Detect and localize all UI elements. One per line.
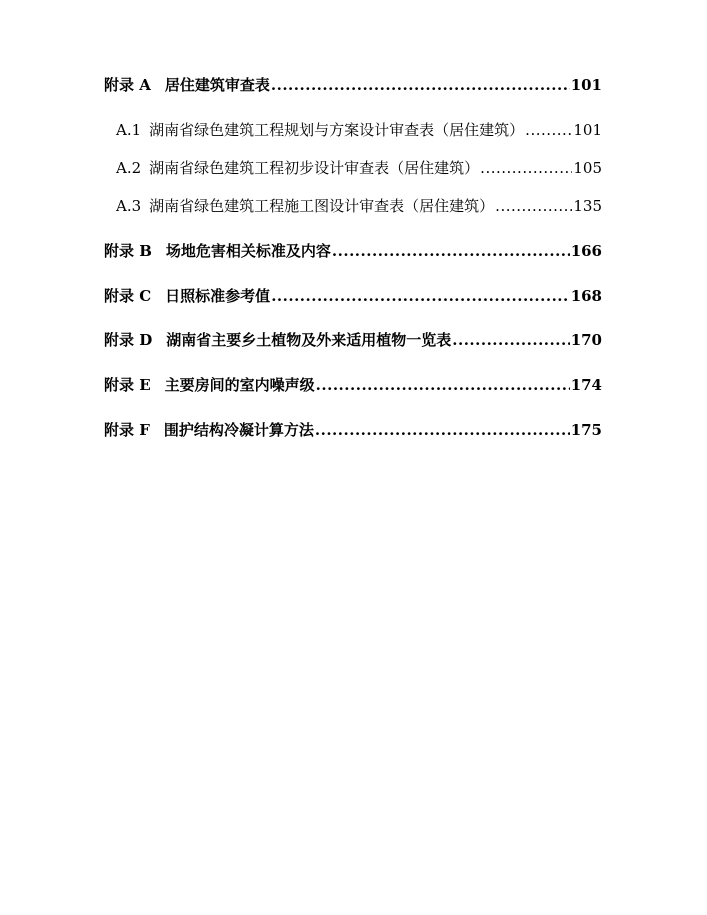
- toc-entry-page: 135: [573, 197, 602, 215]
- toc-entry-prefix: 附录 D: [104, 331, 153, 349]
- toc-entry-prefix: 附录 C: [104, 287, 152, 305]
- toc-entry-appendix-e[interactable]: [104, 374, 602, 395]
- toc-entry-title: 湖南省主要乡土植物及外来适用植物一览表: [166, 331, 452, 349]
- toc-entry-title: 围护结构冷凝计算方法: [163, 421, 314, 439]
- toc-entry-page: 166: [570, 242, 602, 260]
- toc-entry-prefix: 附录 F: [104, 421, 150, 439]
- toc-entry-appendix-f[interactable]: [104, 419, 602, 440]
- toc-leader-dots: [525, 121, 572, 139]
- toc-entry-title: 主要房间的室内噪声级: [164, 376, 315, 394]
- toc-entry-appendix-d[interactable]: [104, 329, 602, 350]
- toc-entry-prefix: 附录 E: [104, 376, 151, 394]
- toc-leader-dots: [315, 421, 570, 439]
- toc-entry-page: 101: [570, 76, 602, 94]
- toc-entry-page: 170: [570, 331, 602, 349]
- toc-entry-title: 湖南省绿色建筑工程初步设计审查表（居住建筑）: [149, 159, 480, 177]
- toc-entry-a3[interactable]: [116, 195, 602, 216]
- toc-leader-dots: [452, 331, 569, 349]
- toc-entry-prefix: 附录 B: [104, 242, 152, 260]
- toc-entry-title: 居住建筑审查表: [164, 76, 270, 94]
- toc-entry-prefix: A.1: [116, 121, 142, 139]
- toc-entry-page: 168: [570, 287, 602, 305]
- toc-leader-dots: [495, 197, 572, 215]
- toc-entry-page: 101: [573, 121, 602, 139]
- toc-entry-title: 湖南省绿色建筑工程施工图设计审查表（居住建筑）: [149, 197, 495, 215]
- toc-leader-dots: [271, 287, 570, 305]
- toc-entry-a1[interactable]: [116, 119, 602, 140]
- toc-leader-dots: [480, 159, 572, 177]
- toc-entry-prefix: A.2: [116, 159, 142, 177]
- toc-entry-title: 场地危害相关标准及内容: [165, 242, 331, 260]
- toc-entry-prefix: A.3: [116, 197, 142, 215]
- toc-entry-title: 湖南省绿色建筑工程规划与方案设计审查表（居住建筑）: [149, 121, 525, 139]
- toc-entry-page: 105: [573, 159, 602, 177]
- toc-entry-page: 175: [570, 421, 602, 439]
- toc-entry-title: 日照标准参考值: [165, 287, 271, 305]
- toc-entry-a2[interactable]: [116, 157, 602, 178]
- toc-entry-appendix-a[interactable]: [104, 74, 602, 95]
- toc-leader-dots: [271, 76, 570, 94]
- toc-entry-prefix: 附录 A: [104, 76, 151, 94]
- toc-leader-dots: [332, 242, 570, 260]
- toc-entry-page: 174: [570, 376, 602, 394]
- toc-leader-dots: [316, 376, 570, 394]
- toc-entry-appendix-b[interactable]: [104, 240, 602, 261]
- toc-entry-appendix-c[interactable]: [104, 285, 602, 306]
